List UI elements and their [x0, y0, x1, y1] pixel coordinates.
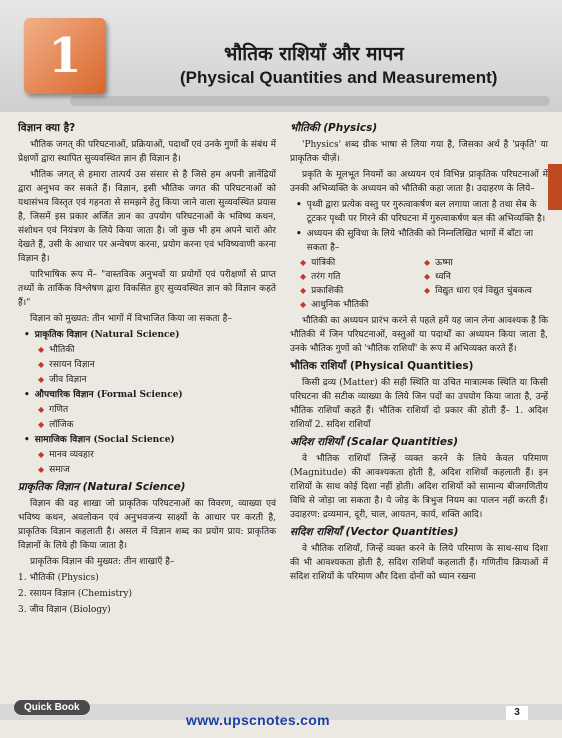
- list-item-label: जीव विज्ञान: [49, 375, 87, 385]
- list-item-label: विद्युत धारा एवं विद्युत चुंबकत्व: [435, 286, 532, 296]
- paragraph: वे भौतिक राशियाँ, जिन्हें व्यक्त करने के लिये परिमाण के साथ-साथ दिशा की भी आवश्यकता होती है, सदिश राशियाँ कहलाती हैं। गणितीय क्रियाओं में सदिश राशियों के परिमाण और दिशा दोनों को ध्यान रखना: [290, 544, 548, 582]
- chapter-title-hindi: भौतिक राशियाँ और मापन: [224, 43, 404, 65]
- list-item: [296, 227, 548, 255]
- bullet-icon: •: [296, 200, 302, 210]
- branch-item: 1. भौतिकी (Physics): [18, 573, 99, 583]
- footer-url[interactable]: www.upscnotes.com: [186, 712, 330, 728]
- chapter-title-english: (Physical Quantities and Measurement): [180, 68, 498, 87]
- category-label: औपचारिक विज्ञान (Formal Science): [34, 390, 183, 400]
- paragraph: पारिभाषिक रूप में– "वास्तविक अनुभवों या प्रयोगों एवं परीक्षणों से प्राप्त तथ्यों के तार्किक विश्लेषण द्वारा विकसित हुए सुव्यवस्थित ज्ञान को विज्ञान कहते हैं।": [18, 270, 276, 308]
- page-number: 3: [506, 706, 528, 720]
- list-item: [38, 358, 276, 372]
- list-item: [300, 270, 424, 284]
- right-column: [290, 118, 548, 586]
- list-item: [300, 298, 424, 312]
- bullet-icon: •: [296, 229, 302, 239]
- bullet-icon: •: [24, 330, 30, 340]
- list-item-label: तरंग गति: [311, 272, 341, 282]
- paragraph: भौतिक जगत् की परिघटनाओं, प्रक्रियाओं, पदार्थों एवं उनके गुणों के संबंध में प्रेक्षणों द्वारा स्थापित सुव्यवस्थित ज्ञान ही विज्ञान है।: [18, 140, 276, 164]
- heading-physical-quantities: भौतिक राशियाँ (Physical Quantities): [290, 360, 474, 372]
- paragraph: विज्ञान को मुख्यत: तीन भागों में विभाजित किया जा सकता है–: [30, 314, 232, 324]
- chapter-number-box: [24, 18, 106, 94]
- quick-book-label: Quick Book: [14, 700, 90, 715]
- heading-natural-science: प्राकृतिक विज्ञान (Natural Science): [18, 481, 186, 493]
- paragraph: 'Physics' शब्द ग्रीक भाषा से लिया गया है, जिसका अर्थ है 'प्रकृति' या प्राकृतिक चीज़ें।: [290, 140, 548, 164]
- side-tab: [548, 164, 562, 210]
- paragraph: भौतिक जगत् से हमारा तात्पर्य उस संसार से है जिसे हम अपनी ज्ञानेंद्रियों द्वारा अनुभव कर सकते हैं। विज्ञान, इसी भौतिक जगत की परिघटनाओं को यथासंभव विस्तृत एवं गहनता से समझने हेतु किया जाने वाला सुव्यवस्थित प्रयास है, जिसमें इस प्रकार अर्जित ज्ञान का उपयोग परिघटनाओं के भविष्य कथन, संशोधन एवं नियंत्रण के लिये किया जाता है। जो कुछ भी हम अपने चारों ओर देखते हैं, उसी के आधार पर अन्वेषण करना, प्रयोग करना एवं भविष्यवाणी करना विज्ञान है।: [18, 170, 276, 264]
- diamond-icon: ◆: [38, 450, 45, 459]
- physics-parts-list: [300, 256, 548, 312]
- list-item-label: रसायन विज्ञान: [49, 360, 95, 370]
- list-item: [38, 403, 276, 417]
- heading-what-is-science: विज्ञान क्या है?: [18, 122, 76, 134]
- list-item: [300, 284, 424, 298]
- paragraph: विज्ञान की वह शाखा जो प्राकृतिक परिघटनाओं का विवरण, व्याख्या एवं भविष्य कथन, अवलोकन एवं अनुभवजन्य साक्ष्यों के आधार पर करती है, प्राकृतिक विज्ञान कहलाती है। असल में विज्ञान शब्द का प्रयोग प्राय: प्राकृतिक विज्ञानों के लिये ही किया जाता है।: [18, 499, 276, 551]
- list-item-label: ऊष्मा: [435, 258, 453, 268]
- paragraph: वे भौतिक राशियाँ जिन्हें व्यक्त करने के लिये केवल परिमाण (Magnitude) की आवश्यकता होती है, अदिश राशियाँ कहलाती हैं। इन राशियों के साथ कोई दिशा नहीं होती। अदिश राशियों को सामान्य बीजगणितीय विधि से जोड़ा जा सकता है। ये जोड़ के त्रिभुज नियम का पालन नहीं करती हैं। उदाहरण: द्रव्यमान, दूरी, चाल, आयतन, कार्य, शक्ति आदि।: [290, 454, 548, 520]
- list-item-label: लॉजिक: [49, 420, 74, 430]
- list-item: [38, 418, 276, 432]
- list-item: [300, 256, 424, 270]
- diamond-icon: ◆: [300, 258, 307, 267]
- category-label: सामाजिक विज्ञान (Social Science): [34, 435, 175, 445]
- list-item: [38, 373, 276, 387]
- list-item-label: पृथ्वी द्वारा प्रत्येक वस्तु पर गुरुत्वाकर्षण बल लगाया जाता है तथा सेब के टूटकर पृथ्वी पर गिरने की परिघटना में गुरुत्वाकर्षण बल की अभिव्यक्ति है।: [306, 200, 546, 224]
- list-item: [296, 198, 548, 226]
- list-item-label: समाज: [49, 465, 70, 475]
- branch-item: 3. जीव विज्ञान (Biology): [18, 605, 111, 615]
- list-item-label: यांत्रिकी: [311, 258, 336, 268]
- header-divider: [70, 96, 550, 106]
- paragraph: प्राकृतिक विज्ञान की मुख्यत: तीन शाखाएँ है–: [30, 557, 175, 567]
- diamond-icon: ◆: [424, 272, 431, 281]
- heading-scalar-quantities: अदिश राशियाँ (Scalar Quantities): [290, 436, 459, 448]
- diamond-icon: ◆: [38, 405, 45, 414]
- category-item: [24, 388, 276, 402]
- diamond-icon: ◆: [38, 375, 45, 384]
- bullet-icon: •: [24, 435, 30, 445]
- diamond-icon: ◆: [38, 360, 45, 369]
- list-item-label: ध्वनि: [435, 272, 451, 282]
- list-item: [424, 270, 548, 284]
- list-item: [38, 448, 276, 462]
- list-item: [424, 256, 548, 270]
- diamond-icon: ◆: [38, 465, 45, 474]
- paragraph: भौतिकी का अध्ययन प्रारंभ करने से पहले हमें यह जान लेना आवश्यक है कि भौतिकी में जिन परिघटनाओं, वस्तुओं या पदार्थों का अध्ययन किया जाता है, उनके भौतिक गुणों को 'भौतिक राशियाँ' के रूप में अभिव्यक्त करते हैं।: [290, 316, 548, 354]
- list-item: [38, 463, 276, 477]
- diamond-icon: ◆: [424, 286, 431, 295]
- category-item: [24, 433, 276, 447]
- diamond-icon: ◆: [300, 286, 307, 295]
- list-item-label: भौतिकी: [49, 345, 75, 355]
- diamond-icon: ◆: [300, 300, 307, 309]
- diamond-icon: ◆: [424, 258, 431, 267]
- list-item-label: आधुनिक भौतिकी: [311, 300, 369, 310]
- bullet-icon: •: [24, 390, 30, 400]
- left-column: [18, 118, 276, 619]
- list-item: [424, 284, 548, 298]
- paragraph: प्रकृति के मूलभूत नियमों का अध्ययन एवं विभिन्न प्राकृतिक परिघटनाओं में उनकी अभिव्यक्ति के अध्ययन को भौतिकी कहा जाता है। उदाहरण के लिये–: [290, 170, 548, 194]
- heading-physics: भौतिकी (Physics): [290, 122, 378, 134]
- category-label: प्राकृतिक विज्ञान (Natural Science): [34, 330, 180, 340]
- heading-vector-quantities: सदिश राशियाँ (Vector Quantities): [290, 526, 459, 538]
- list-item-label: अध्ययन की सुविधा के लिये भौतिकी को निम्नलिखित भागों में बाँटा जा सकता है–: [306, 229, 534, 253]
- diamond-icon: ◆: [38, 345, 45, 354]
- category-item: [24, 328, 276, 342]
- list-item-label: गणित: [49, 405, 69, 415]
- paragraph: किसी द्रव्य (Matter) की सही स्थिति या उचित मात्रात्मक स्थिति या किसी परिघटना की सटीक व्याख्या के लिये जिन पदों का उपयोग किया जाता है, उन्हें भौतिक राशियाँ कहते हैं। भौतिक राशियाँ दो प्रकार की होती हैं– 1. अदिश राशियाँ 2. सदिश राशियाँ: [290, 378, 548, 430]
- chapter-number: 1: [48, 28, 82, 84]
- branch-item: 2. रसायन विज्ञान (Chemistry): [18, 589, 132, 599]
- diamond-icon: ◆: [38, 420, 45, 429]
- list-item-label: प्रकाशिकी: [311, 286, 344, 296]
- list-item-label: मानव व्यवहार: [49, 450, 94, 460]
- list-item: [38, 343, 276, 357]
- diamond-icon: ◆: [300, 272, 307, 281]
